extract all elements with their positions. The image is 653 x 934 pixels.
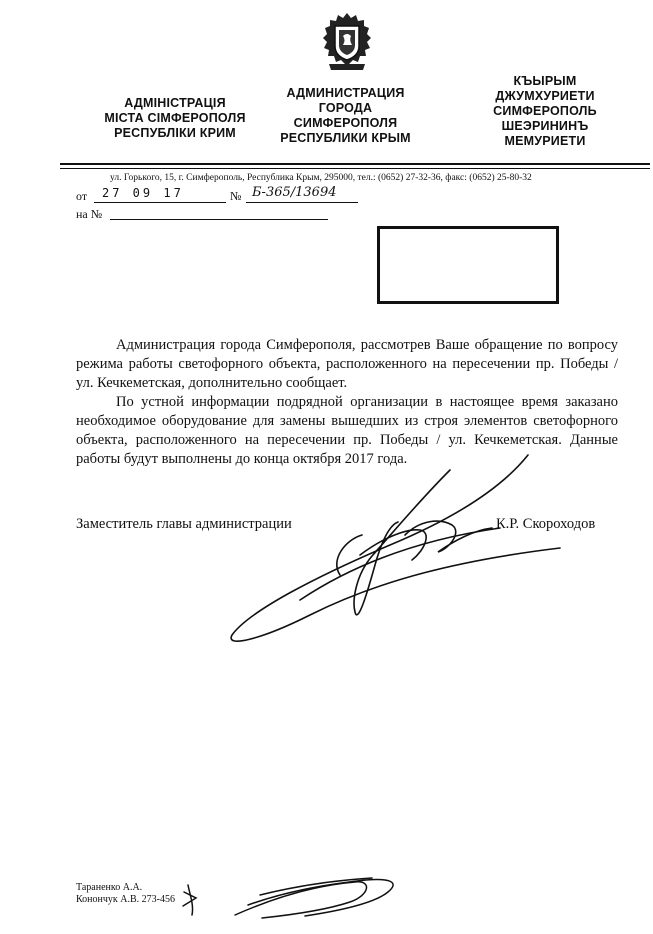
header-right-line: КЪЫРЫМ bbox=[513, 74, 577, 88]
executor-1: Тараненко А.А. bbox=[76, 882, 143, 893]
header-divider bbox=[60, 163, 650, 165]
executor-2: Конончук А.В. 273-456 bbox=[76, 894, 175, 905]
header-left bbox=[75, 96, 275, 141]
from-label: от bbox=[76, 189, 88, 203]
redacted-recipient-box bbox=[377, 226, 559, 304]
body-paragraph-1: Администрация города Симферополя, рассмотрев Ваше обращение по вопросу режима работы светофорного объекта, расположенного на пересечении пр. Победы / ул. Кечкеметская, дополнительно сообщает. bbox=[76, 337, 618, 391]
header-right-line: ДЖУМХУРИЕТИ bbox=[495, 89, 595, 103]
header-left-line: РЕСПУБЛІКИ КРИМ bbox=[114, 126, 236, 140]
registration-number: Б-365/13694 bbox=[252, 185, 337, 200]
header-center bbox=[258, 86, 433, 146]
header-center-line: АДМИНИСТРАЦИЯ bbox=[286, 86, 405, 100]
ref-underline bbox=[110, 219, 328, 220]
letter-body bbox=[76, 336, 618, 469]
signatory-name: К.Р. Скороходов bbox=[496, 516, 596, 532]
header-left-line: МІСТА СІМФЕРОПОЛЯ bbox=[104, 111, 246, 125]
header-divider-thin bbox=[60, 168, 650, 169]
address-line: ул. Горького, 15, г. Симферополь, Республика Крым, 295000, тел.: (0652) 27-32-36, факс: (0652) 25-80-32 bbox=[110, 173, 532, 183]
header-right-line: МЕМУРИЕТИ bbox=[504, 134, 586, 148]
signatory-position: Заместитель главы администрации bbox=[76, 516, 292, 532]
header-right-line: ШЕЭРИНИНЪ bbox=[501, 119, 589, 133]
header-center-line: СИМФЕРОПОЛЯ bbox=[293, 116, 398, 130]
body-paragraph-2: По устной информации подрядной организации в настоящее время заказано необходимое оборудование для замены вышедших из строя элементов светофорного объекта, расположенного на пересечении пр. Победы / ул. Кечкеметская. Данные работы будут выполнены до конца октября 2017 года. bbox=[76, 394, 618, 467]
header-right bbox=[455, 74, 635, 149]
header-center-line: ГОРОДА bbox=[318, 101, 373, 115]
ref-label: на № bbox=[76, 207, 103, 221]
header-center-line: РЕСПУБЛИКИ КРЫМ bbox=[280, 131, 411, 145]
header-right-line: СИМФЕРОПОЛЬ bbox=[493, 104, 597, 118]
coat-of-arms-icon bbox=[321, 12, 373, 74]
number-underline bbox=[246, 202, 358, 203]
number-label: № bbox=[230, 189, 242, 203]
date-underline bbox=[94, 202, 226, 203]
registration-date: 27 09 17 bbox=[102, 186, 184, 200]
header-left-line: АДМІНІСТРАЦІЯ bbox=[124, 96, 226, 110]
